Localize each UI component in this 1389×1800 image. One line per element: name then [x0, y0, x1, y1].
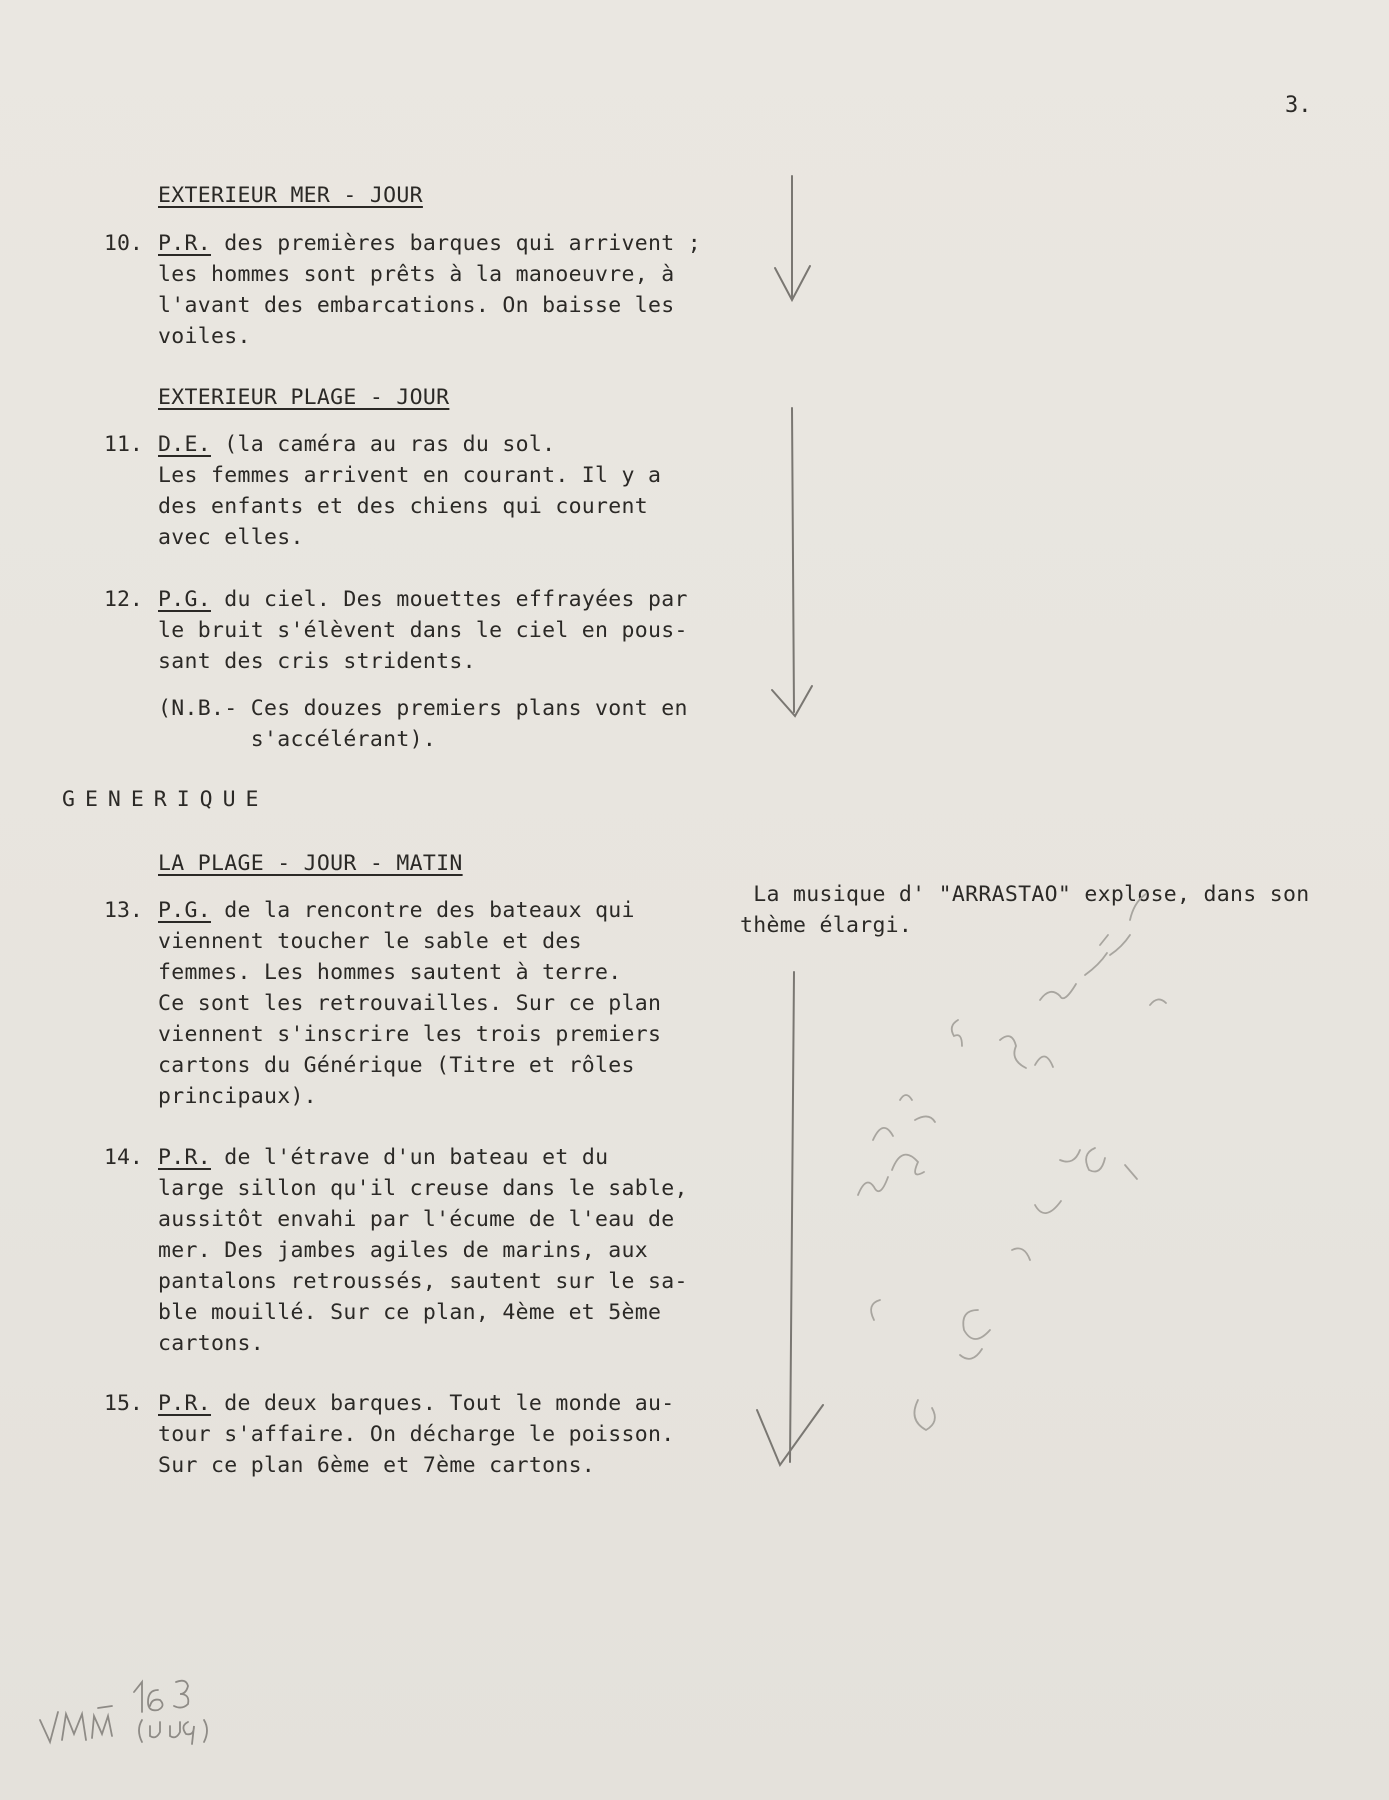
shot-text: des premières barques qui arrivent ; [210, 231, 702, 256]
shot-13-text: viennent toucher le sable et des femmes. Les hommes sautent à terre. Ce sont les retrouvailles. Sur ce plan viennent s'inscrire les trois premiers cartons du Générique (Titre et rôles principaux). [158, 929, 662, 1109]
shot-number: 15. [104, 1391, 143, 1416]
generique-title: GENERIQUE [62, 787, 269, 812]
nota-bene: (N.B.- Ces douzes premiers plans vont en s'accélérant). [158, 696, 688, 752]
shot-code: P.G. [158, 898, 211, 923]
shot-number: 12. [104, 587, 143, 612]
pencil-scribble [858, 894, 1166, 1430]
shot-code: D.E. [158, 432, 211, 457]
shot-text: de deux barques. Tout le monde au- [210, 1391, 675, 1416]
shot-code: P.G. [158, 587, 211, 612]
shot-code: P.R. [158, 1391, 211, 1416]
shot-14-text: large sillon qu'il creuse dans le sable, aussitôt envahi par l'écume de l'eau de mer. Des jambes agiles de marins, aux pantalons retroussés, sautent sur le sa- ble mouillé. Sur ce plan, 4ème et 5ème cartons. [158, 1176, 688, 1356]
pencil-arrow-line [790, 972, 794, 1462]
shot-number: 10. [104, 231, 143, 256]
shot-number: 14. [104, 1145, 143, 1170]
pencil-arrow-line [792, 408, 794, 712]
pencil-arrowhead [772, 686, 812, 716]
shot-code: P.R. [158, 1145, 211, 1170]
shot-15-text: tour s'affaire. On décharge le poisson. Sur ce plan 6ème et 7ème cartons. [158, 1422, 675, 1478]
page-number: 3. [1285, 93, 1312, 118]
shot-text: du ciel. Des mouettes effrayées par [210, 587, 688, 612]
shot-number: 13. [104, 898, 143, 923]
section-heading-exterieur-mer: EXTERIEUR MER - JOUR [158, 183, 423, 208]
shot-text: de la rencontre des bateaux qui [210, 898, 635, 923]
section-heading-la-plage: LA PLAGE - JOUR - MATIN [158, 851, 463, 876]
shot-11-text: Les femmes arrivent en courant. Il y a des enfants et des chiens qui courent avec elles. [158, 463, 662, 550]
shot-text: (la caméra au ras du sol. [210, 432, 556, 457]
shot-10-text: les hommes sont prêts à la manoeuvre, à l'avant des embarcations. On baisse les voiles. [158, 262, 675, 349]
shot-code: P.R. [158, 231, 211, 256]
shot-text: de l'étrave d'un bateau et du [210, 1145, 609, 1170]
music-note: La musique d' "ARRASTAO" explose, dans son thème élargi. [740, 882, 1310, 938]
archive-handwritten-mark [38, 1670, 228, 1770]
shot-number: 11. [104, 432, 143, 457]
section-heading-exterieur-plage: EXTERIEUR PLAGE - JOUR [158, 385, 450, 410]
shot-12-text: le bruit s'élèvent dans le ciel en pous- sant des cris stridents. [158, 618, 688, 674]
